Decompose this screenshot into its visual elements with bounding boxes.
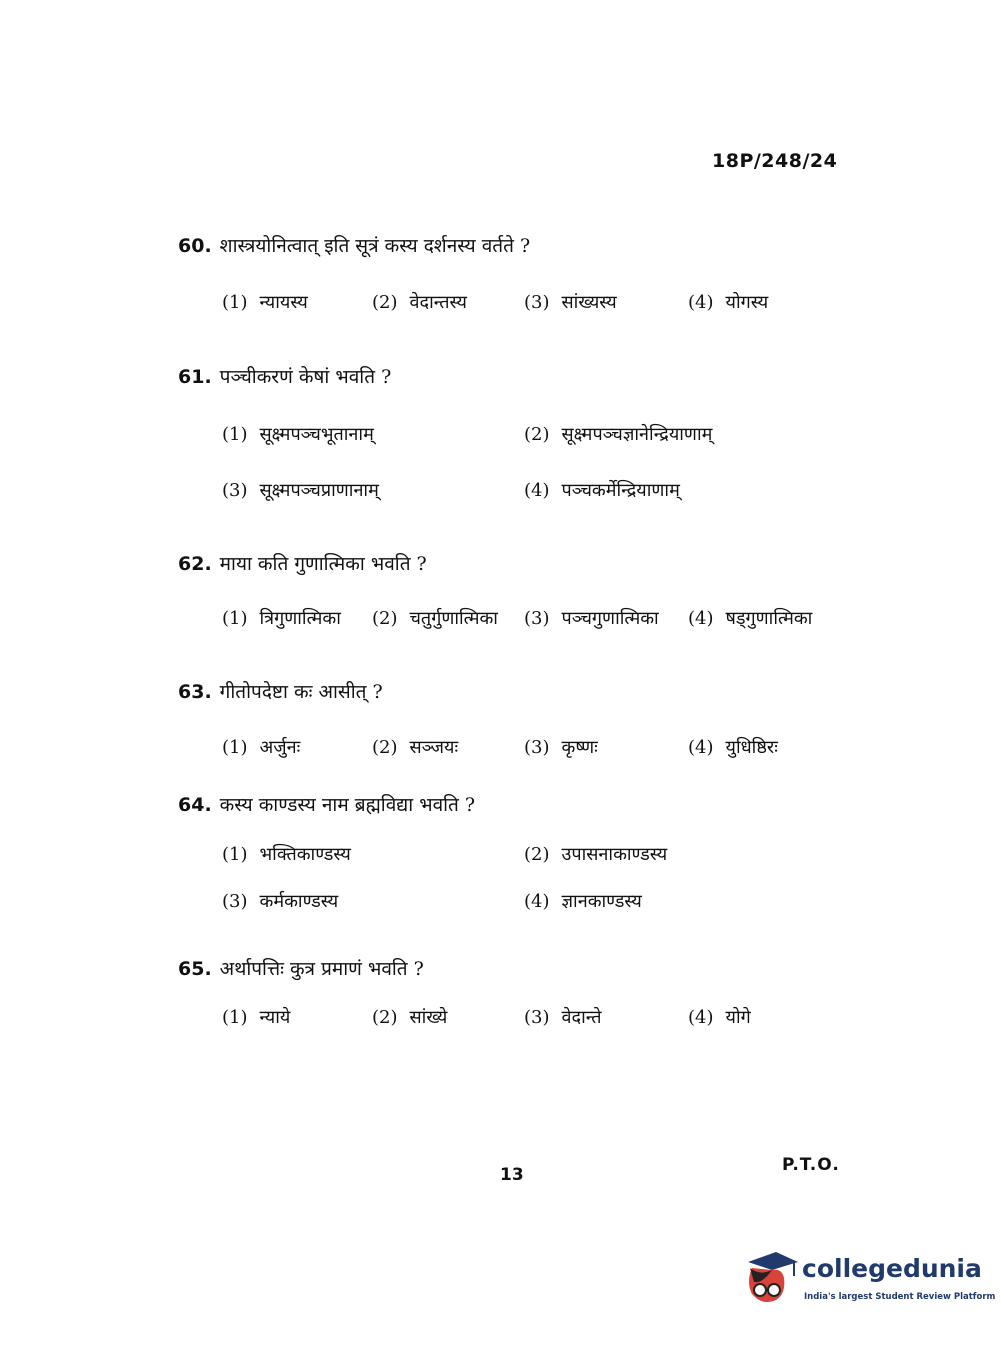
mascot-icon — [742, 1248, 800, 1310]
option-number: (3) — [222, 480, 248, 501]
option-text: सांख्यस्य — [561, 292, 617, 313]
pto-label: P.T.O. — [782, 1155, 840, 1175]
question-61 — [178, 363, 391, 389]
option-text: भक्तिकाण्डस्य — [259, 844, 351, 865]
logo-name: collegedunia — [802, 1254, 982, 1283]
question-number: 64. — [178, 794, 212, 816]
option-text: सांख्ये — [409, 1007, 448, 1028]
option — [688, 290, 768, 314]
question-number: 62. — [178, 553, 212, 575]
question-number: 60. — [178, 235, 212, 257]
question-text: पञ्चीकरणं केषां भवति ? — [219, 366, 392, 388]
option-text: पञ्चगुणात्मिका — [561, 608, 659, 629]
option-number: (4) — [524, 480, 550, 501]
question-text: गीतोपदेष्टा कः आसीत् ? — [219, 681, 383, 703]
option-number: (1) — [222, 737, 248, 758]
question-65 — [178, 955, 424, 981]
option — [372, 606, 498, 630]
option — [372, 735, 458, 759]
option — [222, 422, 374, 446]
option — [222, 842, 351, 866]
option — [688, 1005, 751, 1029]
option-number: (3) — [524, 1007, 550, 1028]
option — [524, 290, 617, 314]
option-text: पञ्चकर्मेन्द्रियाणाम् — [561, 480, 680, 501]
option-number: (4) — [688, 737, 714, 758]
option-text: षड्गुणात्मिका — [725, 608, 813, 629]
option — [222, 290, 308, 314]
option-number: (1) — [222, 844, 248, 865]
question-number: 61. — [178, 366, 212, 388]
option-text: ज्ञानकाण्डस्य — [561, 891, 642, 912]
option-number: (3) — [524, 292, 550, 313]
option-number: (4) — [688, 608, 714, 629]
logo-tagline: India's largest Student Review Platform — [804, 1292, 996, 1302]
question-64 — [178, 791, 475, 817]
option-number: (4) — [688, 1007, 714, 1028]
paper-code: 18P/248/24 — [712, 150, 838, 172]
option-text: योगे — [725, 1007, 751, 1028]
option-number: (2) — [372, 1007, 398, 1028]
option-number: (1) — [222, 292, 248, 313]
question-number: 63. — [178, 681, 212, 703]
option-number: (2) — [372, 608, 398, 629]
option — [524, 422, 712, 446]
option-text: युधिष्ठिरः — [725, 737, 778, 758]
question-text: शास्त्रयोनित्वात् इति सूत्रं कस्य दर्शनस्य वर्तते ? — [219, 235, 531, 257]
option-number: (2) — [524, 844, 550, 865]
option-number: (2) — [524, 424, 550, 445]
option-number: (3) — [524, 737, 550, 758]
option — [222, 478, 379, 502]
option — [524, 842, 667, 866]
option-text: त्रिगुणात्मिका — [259, 608, 341, 629]
option — [688, 606, 812, 630]
option-number: (3) — [222, 891, 248, 912]
option-text: न्यायस्य — [259, 292, 308, 313]
option — [524, 889, 642, 913]
page-number: 13 — [500, 1165, 524, 1185]
option-number: (1) — [222, 608, 248, 629]
option-number: (1) — [222, 1007, 248, 1028]
option-text: वेदान्ते — [561, 1007, 602, 1028]
option — [688, 735, 778, 759]
question-62 — [178, 550, 427, 576]
question-text: माया कति गुणात्मिका भवति ? — [219, 553, 427, 575]
option-text: अर्जुनः — [259, 737, 301, 758]
option-text: सूक्ष्मपञ्चभूतानाम् — [259, 424, 374, 445]
option-text: न्याये — [259, 1007, 291, 1028]
option-text: कर्मकाण्डस्य — [259, 891, 339, 912]
option-number: (1) — [222, 424, 248, 445]
option-text: सूक्ष्मपञ्चज्ञानेन्द्रियाणाम् — [561, 424, 713, 445]
question-number: 65. — [178, 958, 212, 980]
option — [372, 1005, 447, 1029]
option-number: (2) — [372, 292, 398, 313]
option — [222, 1005, 290, 1029]
question-text: अर्थापत्तिः कुत्र प्रमाणं भवति ? — [219, 958, 424, 980]
option-number: (4) — [688, 292, 714, 313]
option-text: चतुर्गुणात्मिका — [409, 608, 498, 629]
question-63 — [178, 678, 383, 704]
option — [222, 735, 300, 759]
question-text: कस्य काण्डस्य नाम ब्रह्मविद्या भवति ? — [219, 794, 476, 816]
question-60 — [178, 232, 530, 258]
option — [524, 606, 659, 630]
option-number: (3) — [524, 608, 550, 629]
option — [222, 889, 338, 913]
option — [524, 735, 598, 759]
option — [524, 1005, 602, 1029]
option — [222, 606, 341, 630]
option — [372, 290, 467, 314]
option — [524, 478, 680, 502]
option-text: योगस्य — [725, 292, 769, 313]
option-number: (2) — [372, 737, 398, 758]
option-text: उपासनाकाण्डस्य — [561, 844, 668, 865]
option-text: सञ्जयः — [409, 737, 459, 758]
collegedunia-logo — [742, 1248, 996, 1318]
option-text: वेदान्तस्य — [409, 292, 467, 313]
option-text: सूक्ष्मपञ्चप्राणानाम् — [259, 480, 379, 501]
option-text: कृष्णः — [561, 737, 598, 758]
option-number: (4) — [524, 891, 550, 912]
